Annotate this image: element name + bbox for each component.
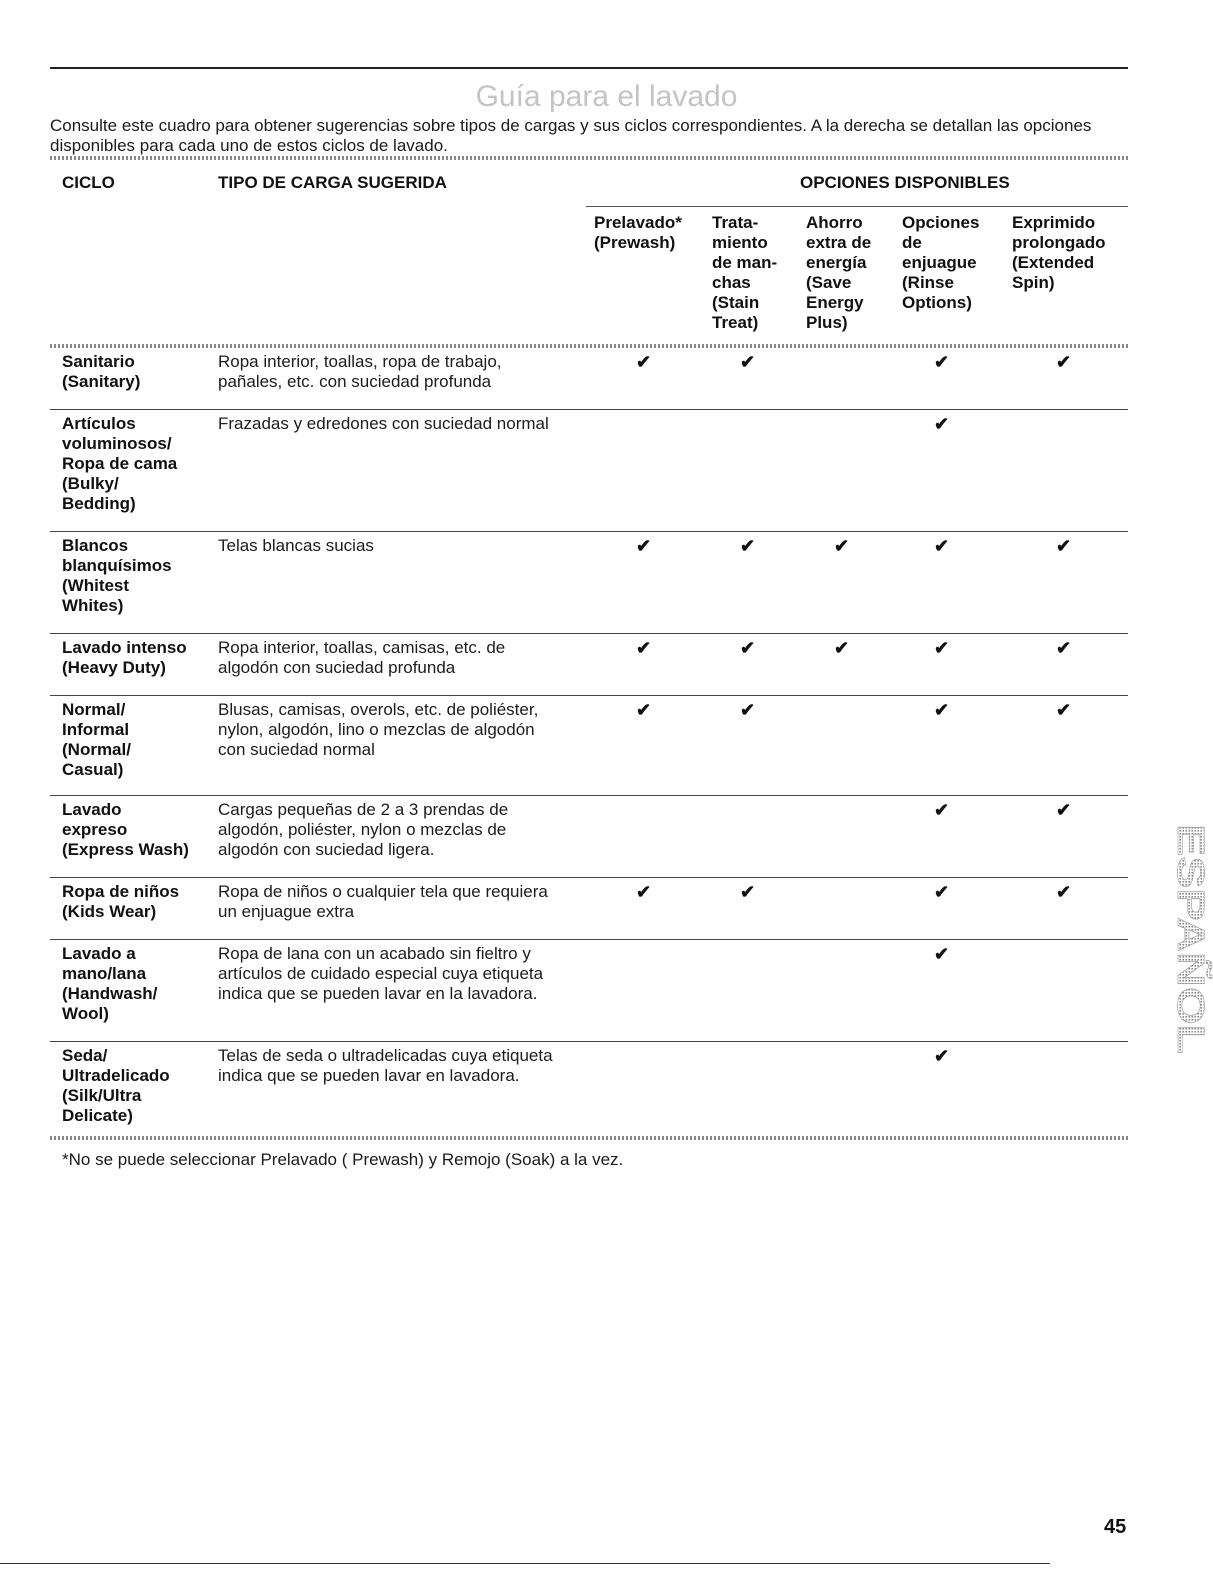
row-divider bbox=[50, 695, 1128, 696]
load-description: Ropa de lana con un acabado sin fieltro y artículos de cuidado especial cuya etiqueta indica que se pueden lavar en la lavadora. bbox=[218, 944, 544, 1003]
language-side-tab bbox=[1148, 820, 1211, 1060]
load-description: Cargas pequeñas de 2 a 3 prendas de algodón, poliéster, nylon o mezclas de algodón con suciedad ligera. bbox=[218, 800, 509, 859]
cycle-name: Sanitario (Sanitary) bbox=[62, 352, 141, 391]
table-row bbox=[50, 536, 1128, 634]
check-icon: ✔ bbox=[740, 638, 756, 658]
check-icon: ✔ bbox=[1056, 638, 1072, 658]
check-icon: ✔ bbox=[636, 352, 652, 372]
load-description: Ropa interior, toallas, camisas, etc. de algodón con suciedad profunda bbox=[218, 638, 506, 677]
header-load: TIPO DE CARGA SUGERIDA bbox=[218, 173, 447, 192]
check-icon: ✔ bbox=[934, 638, 950, 658]
option-header-2 bbox=[806, 213, 871, 333]
option-header-en: (Extended Spin) bbox=[1012, 253, 1095, 292]
option-header-en: (Rinse Options) bbox=[902, 273, 972, 312]
cycle-name: Blancos blanquísimos (Whitest Whites) bbox=[62, 536, 172, 615]
cycle-name: Seda/ Ultradelicado (Silk/Ultra Delicate) bbox=[62, 1046, 170, 1125]
cycle-name: Lavado expreso (Express Wash) bbox=[62, 800, 189, 859]
row-divider bbox=[50, 409, 1128, 410]
top-rule bbox=[50, 67, 1128, 69]
table-row bbox=[50, 800, 1128, 878]
cycle-name: Lavado intenso (Heavy Duty) bbox=[62, 638, 187, 677]
load-description: Ropa interior, toallas, ropa de trabajo, pañales, etc. con suciedad profunda bbox=[218, 352, 502, 391]
cycle-name: Normal/ Informal (Normal/ Casual) bbox=[62, 700, 131, 779]
option-header-es: Opciones de enjuague bbox=[902, 213, 980, 272]
header-options: OPCIONES DISPONIBLES bbox=[800, 173, 1010, 192]
footnote: *No se puede seleccionar Prelavado ( Prewash) y Remojo (Soak) a la vez. bbox=[62, 1150, 624, 1169]
load-description: Ropa de niños o cualquier tela que requiera un enjuague extra bbox=[218, 882, 548, 921]
check-icon: ✔ bbox=[740, 352, 756, 372]
table-row bbox=[50, 944, 1128, 1042]
check-icon: ✔ bbox=[934, 882, 950, 902]
check-icon: ✔ bbox=[636, 638, 652, 658]
option-header-0 bbox=[594, 213, 682, 253]
row-divider bbox=[50, 531, 1128, 532]
check-icon: ✔ bbox=[1056, 800, 1072, 820]
load-description: Telas blancas sucias bbox=[218, 536, 374, 555]
side-label: ESPAÑOL bbox=[1169, 824, 1211, 1005]
option-header-en: (Prewash) bbox=[594, 233, 676, 252]
option-header-es: Exprimido prolongado bbox=[1012, 213, 1106, 252]
option-header-1 bbox=[712, 213, 777, 333]
page-number: 45 bbox=[1104, 1516, 1127, 1538]
load-description: Frazadas y edredones con suciedad normal bbox=[218, 414, 549, 433]
check-icon: ✔ bbox=[934, 352, 950, 372]
check-icon: ✔ bbox=[636, 700, 652, 720]
option-header-es: Ahorro extra de energía bbox=[806, 213, 872, 272]
option-header-es: Prelavado* bbox=[594, 213, 682, 232]
option-header-4 bbox=[1012, 213, 1105, 293]
cycle-name: Ropa de niños (Kids Wear) bbox=[62, 882, 180, 921]
option-header-en: (Save Energy Plus) bbox=[806, 273, 864, 332]
check-icon: ✔ bbox=[834, 536, 850, 556]
header-cycle: CICLO bbox=[62, 173, 115, 192]
load-description: Telas de seda o ultradelicadas cuya etiqueta indica que se pueden lavar en lavadora. bbox=[218, 1046, 553, 1085]
check-icon: ✔ bbox=[636, 536, 652, 556]
check-icon: ✔ bbox=[934, 700, 950, 720]
option-header-es: Trata- miento de man- chas bbox=[712, 213, 778, 292]
check-icon: ✔ bbox=[1056, 352, 1072, 372]
check-icon: ✔ bbox=[934, 536, 950, 556]
check-icon: ✔ bbox=[636, 882, 652, 902]
check-icon: ✔ bbox=[934, 800, 950, 820]
options-rule bbox=[586, 206, 1128, 207]
row-divider bbox=[50, 877, 1128, 878]
row-divider bbox=[50, 795, 1128, 796]
table-top-dotted-rule bbox=[50, 344, 1128, 348]
check-icon: ✔ bbox=[834, 638, 850, 658]
table-row bbox=[50, 1046, 1128, 1136]
option-header-en: (Stain Treat) bbox=[712, 293, 760, 332]
table-row bbox=[50, 882, 1128, 940]
check-icon: ✔ bbox=[934, 1046, 950, 1066]
check-icon: ✔ bbox=[1056, 700, 1072, 720]
table-row bbox=[50, 352, 1128, 410]
check-icon: ✔ bbox=[934, 414, 950, 434]
row-divider bbox=[50, 939, 1128, 940]
table-row bbox=[50, 414, 1128, 532]
table-row bbox=[50, 638, 1128, 696]
check-icon: ✔ bbox=[1056, 882, 1072, 902]
check-icon: ✔ bbox=[740, 700, 756, 720]
row-divider bbox=[50, 1041, 1128, 1042]
check-icon: ✔ bbox=[1056, 536, 1072, 556]
check-icon: ✔ bbox=[740, 536, 756, 556]
table-bottom-dotted-rule bbox=[50, 1136, 1128, 1140]
load-description: Blusas, camisas, overols, etc. de poliéster, nylon, algodón, lino o mezclas de algodón con suciedad normal bbox=[218, 700, 539, 759]
cycle-name: Lavado a mano/lana (Handwash/ Wool) bbox=[62, 944, 158, 1023]
page-title: Guía para el lavado bbox=[475, 80, 738, 113]
bottom-rule bbox=[0, 1563, 1050, 1564]
intro-paragraph: Consulte este cuadro para obtener sugerencias sobre tipos de cargas y sus ciclos correspondientes. A la derecha se detallan las opciones disponibles para cada uno de estos ciclos de lavado. bbox=[50, 116, 1092, 155]
row-divider bbox=[50, 633, 1128, 634]
check-icon: ✔ bbox=[740, 882, 756, 902]
cycle-name: Artículos voluminosos/ Ropa de cama (Bulky/ Bedding) bbox=[62, 414, 178, 513]
option-header-3 bbox=[902, 213, 979, 313]
check-icon: ✔ bbox=[934, 944, 950, 964]
table-row bbox=[50, 700, 1128, 796]
header-dotted-rule bbox=[50, 156, 1128, 160]
